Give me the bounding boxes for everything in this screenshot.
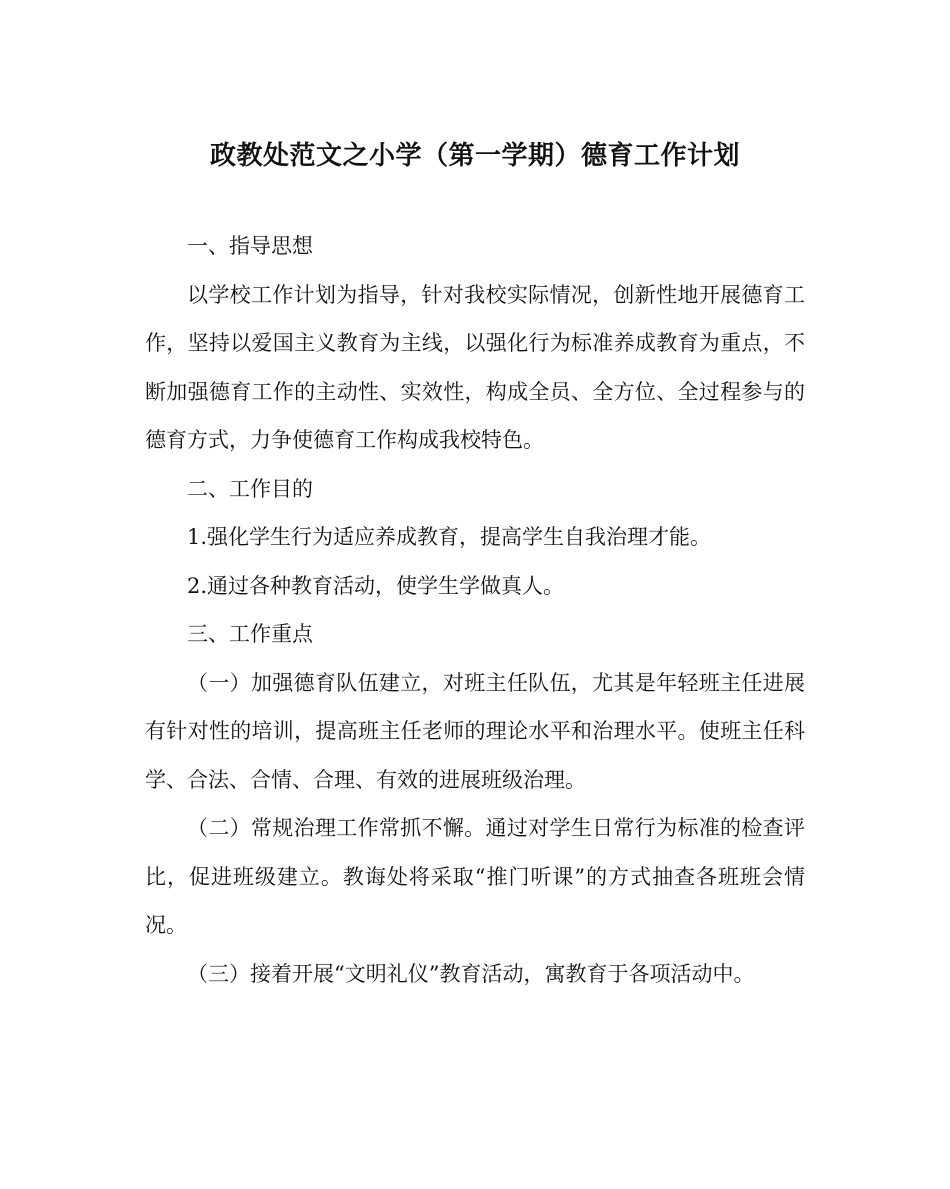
paragraph-guiding-ideology: 以学校工作计划为指导，针对我校实际情况，创新性地开展德育工作，坚持以爱国主义教育为主线，以强化行为标准养成教育为重点，不断加强德育工作的主动性、实效性，构成全员、全方位、全过程参与的德育方式，力争使德育工作构成我校特色。 [145, 282, 805, 452]
list-item-goal-1: 1.强化学生行为适应养成教育，提高学生自我治理才能。 [187, 525, 712, 549]
document-body [145, 222, 805, 998]
section-heading-guiding-ideology: 一、指导思想 [187, 234, 313, 258]
paragraph-focus-1: （一）加强德育队伍建立，对班主任队伍，尤其是年轻班主任进展有针对性的培训，提高班主任老师的理论水平和治理水平。使班主任科学、合法、合情、合理、有效的进展班级治理。 [145, 670, 805, 792]
section-heading-work-goals: 二、工作目的 [187, 476, 313, 501]
paragraph-focus-2: （二）常规治理工作常抓不懈。通过对学生日常行为标准的检查评比，促进班级建立。教诲处将采取“推门听课”的方式抽查各班班会情况。 [145, 816, 805, 937]
section-heading-work-focus: 三、工作重点 [187, 622, 313, 646]
document-title: 政教处范文之小学（第一学期）德育工作计划 [209, 141, 740, 171]
paragraph-focus-3: （三）接着开展“文明礼仪”教育活动，寓教育于各项活动中。 [187, 961, 755, 986]
list-item-goal-2: 2.通过各种教育活动，使学生学做真人。 [187, 573, 565, 598]
